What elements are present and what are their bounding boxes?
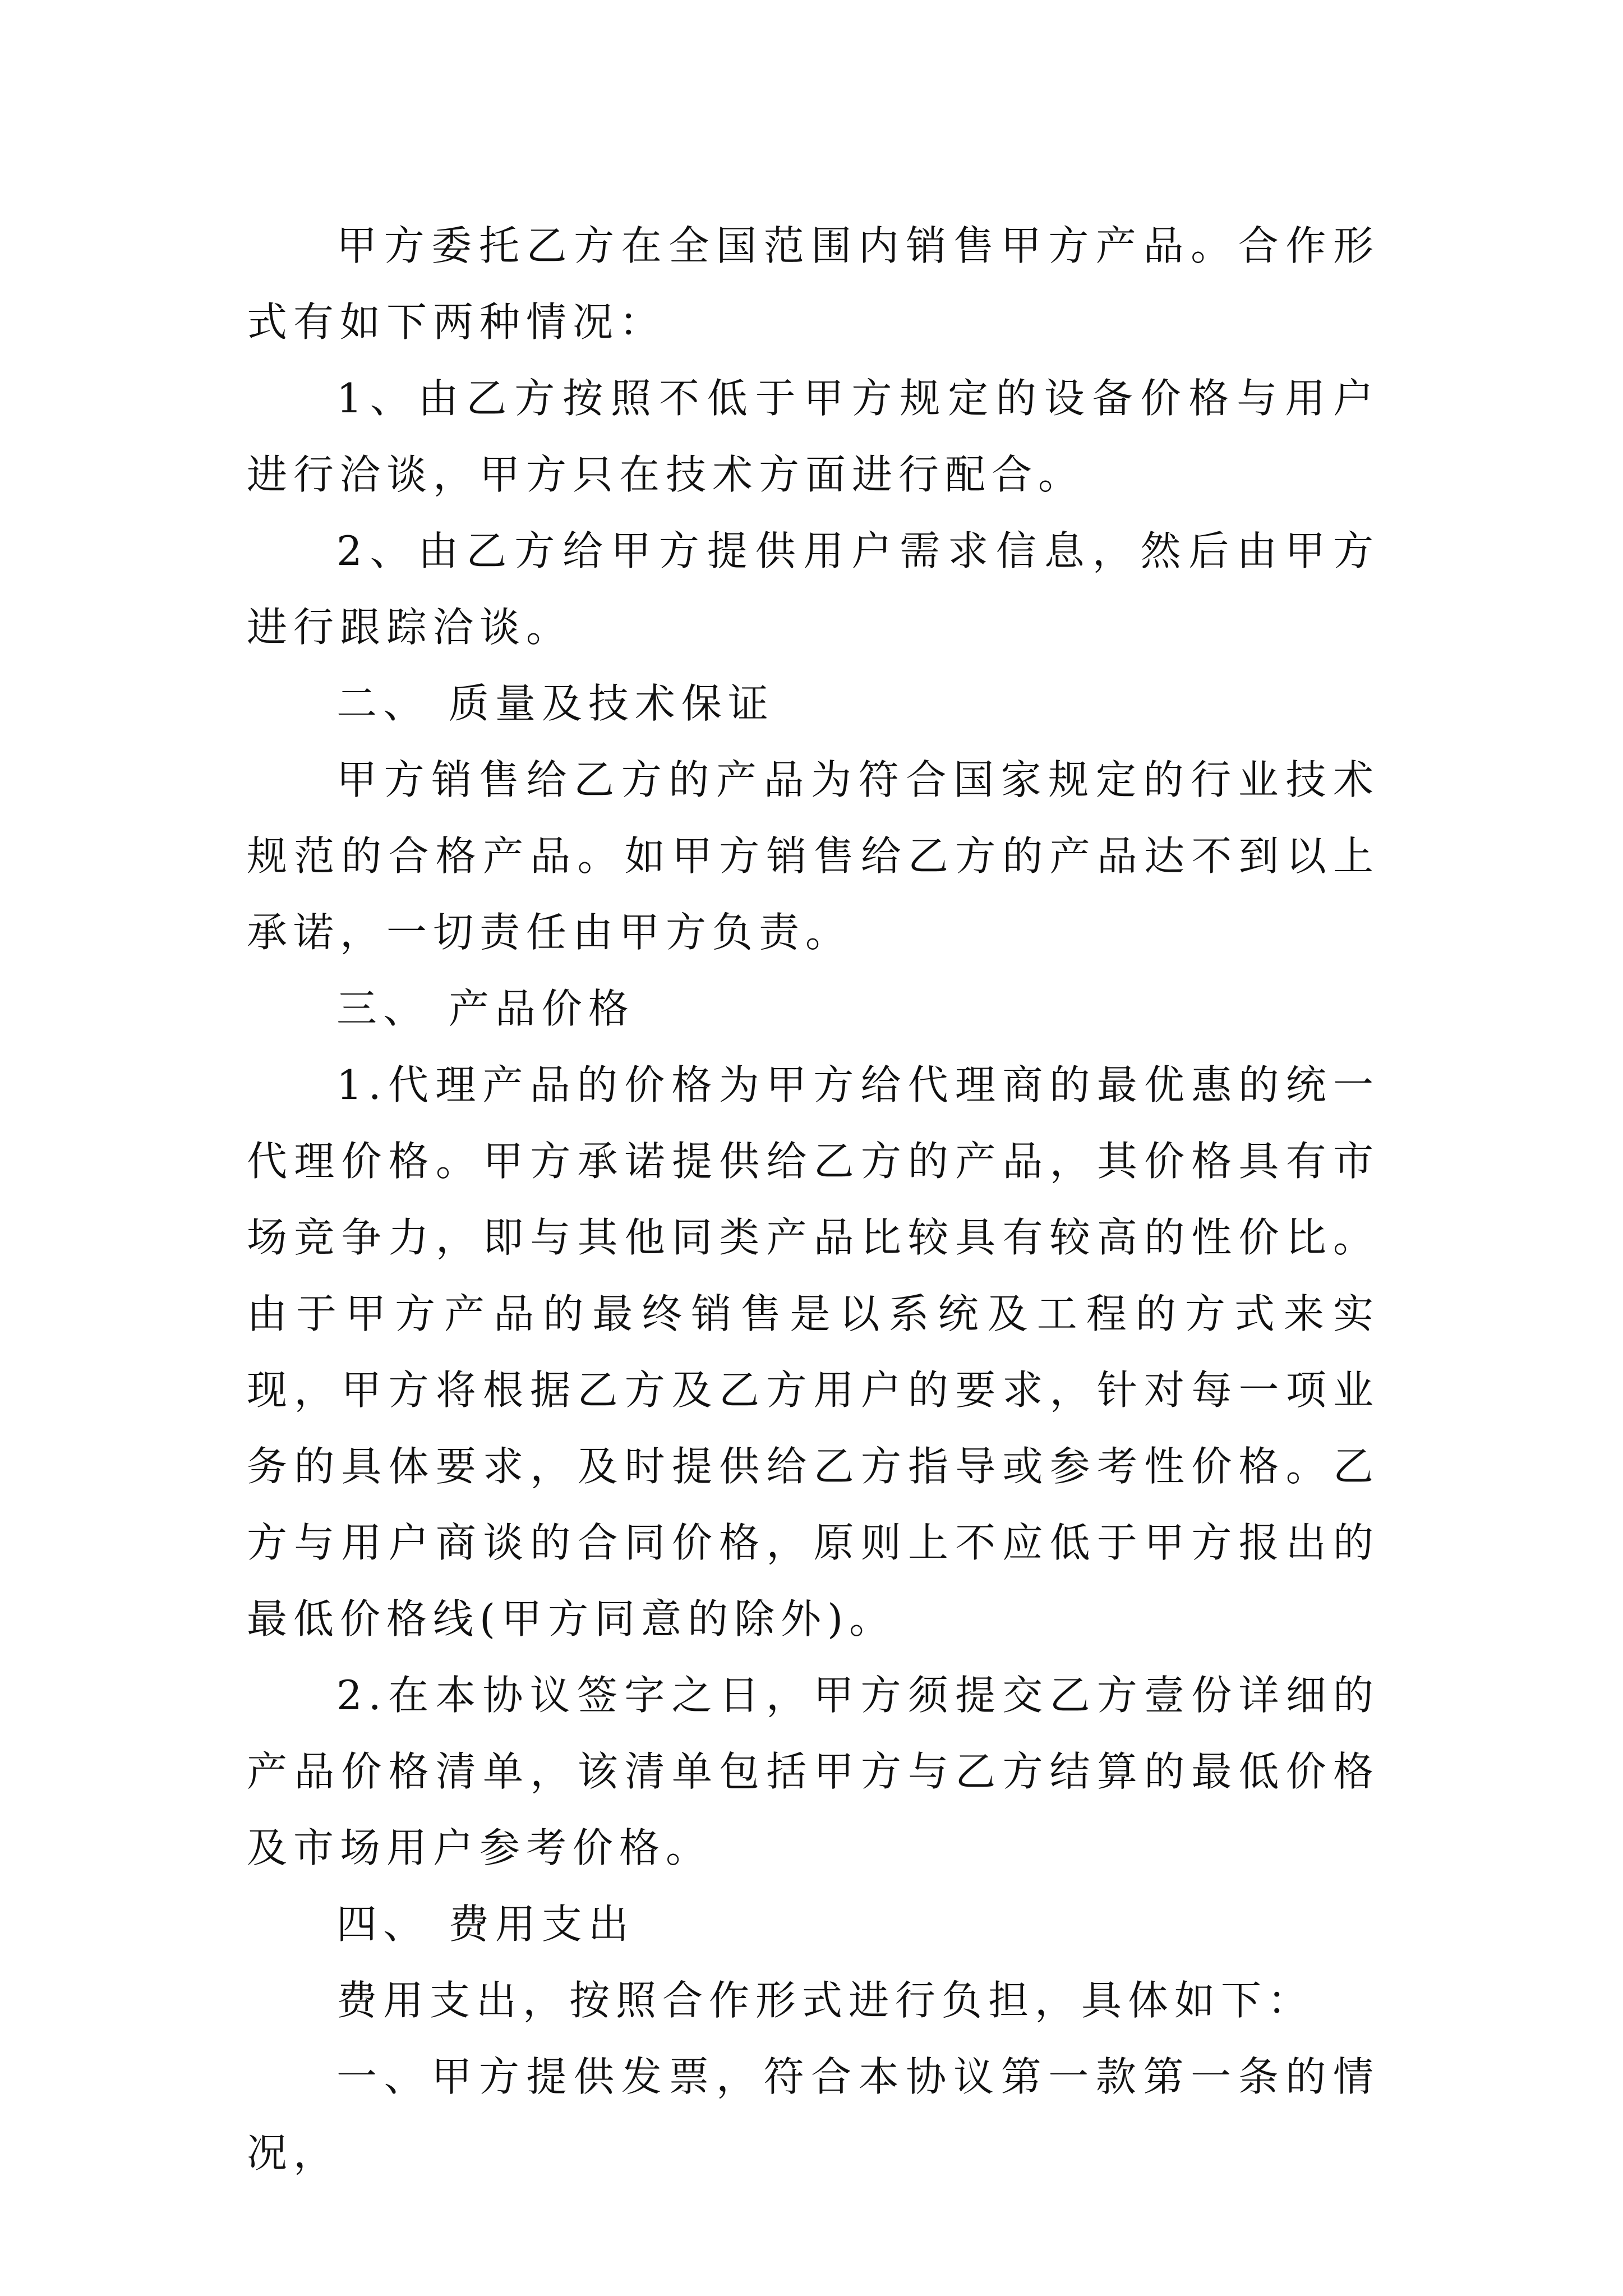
section-heading-expenses: 四、 费用支出 xyxy=(336,1901,635,1948)
paragraph-cooperation-form-2: 2、由乙方给甲方提供用户需求信息，然后由甲方进行跟踪洽谈。 xyxy=(247,527,1380,651)
section-heading-price: 三、 产品价格 xyxy=(336,985,635,1032)
paragraph-price-2: 2.在本协议签字之日，甲方须提交乙方壹份详细的产品价格清单，该清单包括甲方与乙方结算的最低价格及市场用户参考价格。 xyxy=(247,1672,1380,1871)
paragraph-price-1: 1.代理产品的价格为甲方给代理商的最优惠的统一代理价格。甲方承诺提供给乙方的产品，其价格具有市场竞争力，即与其他同类产品比较具有较高的性价比。由于甲方产品的最终销售是以系统及工程的方式来实现，甲方将根据乙方及乙方用户的要求，针对每一项业务的具体要求，及时提供给乙方指导或参考性价格。乙方与用户商谈的合同价格，原则上不应低于甲方报出的最低价格线(甲方同意的除外)。 xyxy=(247,1061,1380,1642)
document-body xyxy=(247,208,1380,2191)
paragraph-cooperation-intro: 甲方委托乙方在全国范围内销售甲方产品。合作形式有如下两种情况： xyxy=(247,222,1380,346)
paragraph-cooperation-form-1: 1、由乙方按照不低于甲方规定的设备价格与用户进行洽谈，甲方只在技术方面进行配合。 xyxy=(247,375,1380,498)
paragraph-quality-guarantee: 甲方销售给乙方的产品为符合国家规定的行业技术规范的合格产品。如甲方销售给乙方的产品达不到以上承诺，一切责任由甲方负责。 xyxy=(247,756,1380,956)
paragraph-expenses-intro: 费用支出，按照合作形式进行负担，具体如下： xyxy=(336,1977,1315,2024)
paragraph-expenses-item-1: 一、甲方提供发票，符合本协议第一款第一条的情况， xyxy=(247,2053,1380,2177)
section-heading-quality: 二、 质量及技术保证 xyxy=(336,680,774,727)
